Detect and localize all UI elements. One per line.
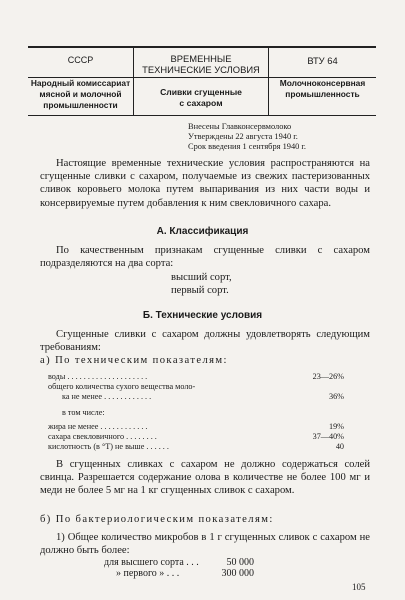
section-a-text: По качественным признакам сгущенные сливки с сахаром подразделяются на два сорта: <box>40 245 370 270</box>
section-b-title: Б. Технические условия <box>142 310 263 321</box>
indicator-value: 37—40% <box>312 432 344 441</box>
grade-item: первый сорт. <box>171 285 229 296</box>
header-title-line1: ВРЕМЕННЫЕ <box>170 53 232 64</box>
approval-block <box>188 122 306 152</box>
header-ministry-line2: мясной и молочной <box>39 89 122 99</box>
microbes-paragraph: 1) Общее количество микробов в 1 г сгущенных сливок с сахаром не должно быть более: <box>40 532 370 557</box>
microbes-label: » первого » . . . <box>116 568 180 579</box>
section-b-text: Сгущенные сливки с сахаром должны удовлетворять следующим требованиям: <box>40 329 370 354</box>
header-industry-line1: Молочноконсервная <box>279 78 366 88</box>
header-right <box>269 55 376 100</box>
microbes-row <box>104 568 254 579</box>
approval-line2: Утверждены 22 августа 1940 г. <box>188 132 298 141</box>
header-industry-line2: промышленность <box>285 89 360 99</box>
indicator-label: сахара свекловичного . . . . . . . . <box>48 432 157 441</box>
technical-indicators-heading: а) По техническим показателям: <box>40 355 228 366</box>
header-code: ВТУ 64 <box>307 55 338 66</box>
header-left <box>28 55 133 111</box>
approval-line1: Внесены Главконсервмолоко <box>188 122 292 131</box>
intro-paragraph: Настоящие временные технические условия распространяются на сгущенные сливки с сахаром, получаемые из свежих пастеризованных сливок коровьего молока путем выпаривания из них части воды и консервируемые путем добавления к ним свекловичного сахара. <box>40 158 370 209</box>
header-product-line1: Сливки сгущенные <box>160 87 242 97</box>
indicator-label: общего количества сухого вещества моло- <box>48 382 196 391</box>
header-bottom-rule <box>28 115 376 116</box>
indicator-label: жира не менее . . . . . . . . . . . . <box>48 422 148 431</box>
indicator-label: кислотность (в °Т) не выше . . . . . . <box>48 442 169 451</box>
microbes-value: 300 000 <box>221 568 254 579</box>
header-center <box>134 53 268 109</box>
indicator-label: ка не менее . . . . . . . . . . . . <box>62 392 152 401</box>
header-top-rule <box>28 46 376 48</box>
page-number: 105 <box>352 582 366 592</box>
microbes-value: 50 000 <box>226 557 254 568</box>
header-product-line2: с сахаром <box>179 98 223 108</box>
grade-list <box>171 271 232 297</box>
approval-line3: Срок введения 1 сентября 1940 г. <box>188 142 307 151</box>
header-ministry-line1: Народный комиссариат <box>30 78 131 88</box>
indicator-value: 19% <box>328 422 344 431</box>
grade-item: высший сорт, <box>171 272 232 283</box>
header-ministry-line3: промышленности <box>43 100 118 110</box>
microbes-row <box>104 557 254 568</box>
indicator-label: в том числе: <box>62 408 105 417</box>
heavy-metals-paragraph: В сгущенных сливках с сахаром не должно содержаться солей свинца. Разрешается содержание олова в количестве не более 100 мг и меди не более 5 мг на 1 кг сгущенных сливок с сахаром. <box>40 459 370 497</box>
header-country: СССР <box>67 55 94 65</box>
indicator-value: 23—26% <box>312 372 344 381</box>
indicator-value: 36% <box>328 392 344 401</box>
microbes-label: для высшего сорта . . . <box>104 557 199 568</box>
header-title-line2: ТЕХНИЧЕСКИЕ УСЛОВИЯ <box>142 64 260 75</box>
indicator-label: воды . . . . . . . . . . . . . . . . . . . . <box>48 372 148 381</box>
bacteriological-indicators-heading: б) По бактериологическим показателям: <box>40 514 274 525</box>
section-a-title: А. Классификация <box>156 226 249 237</box>
indicator-value: 40 <box>335 442 344 451</box>
